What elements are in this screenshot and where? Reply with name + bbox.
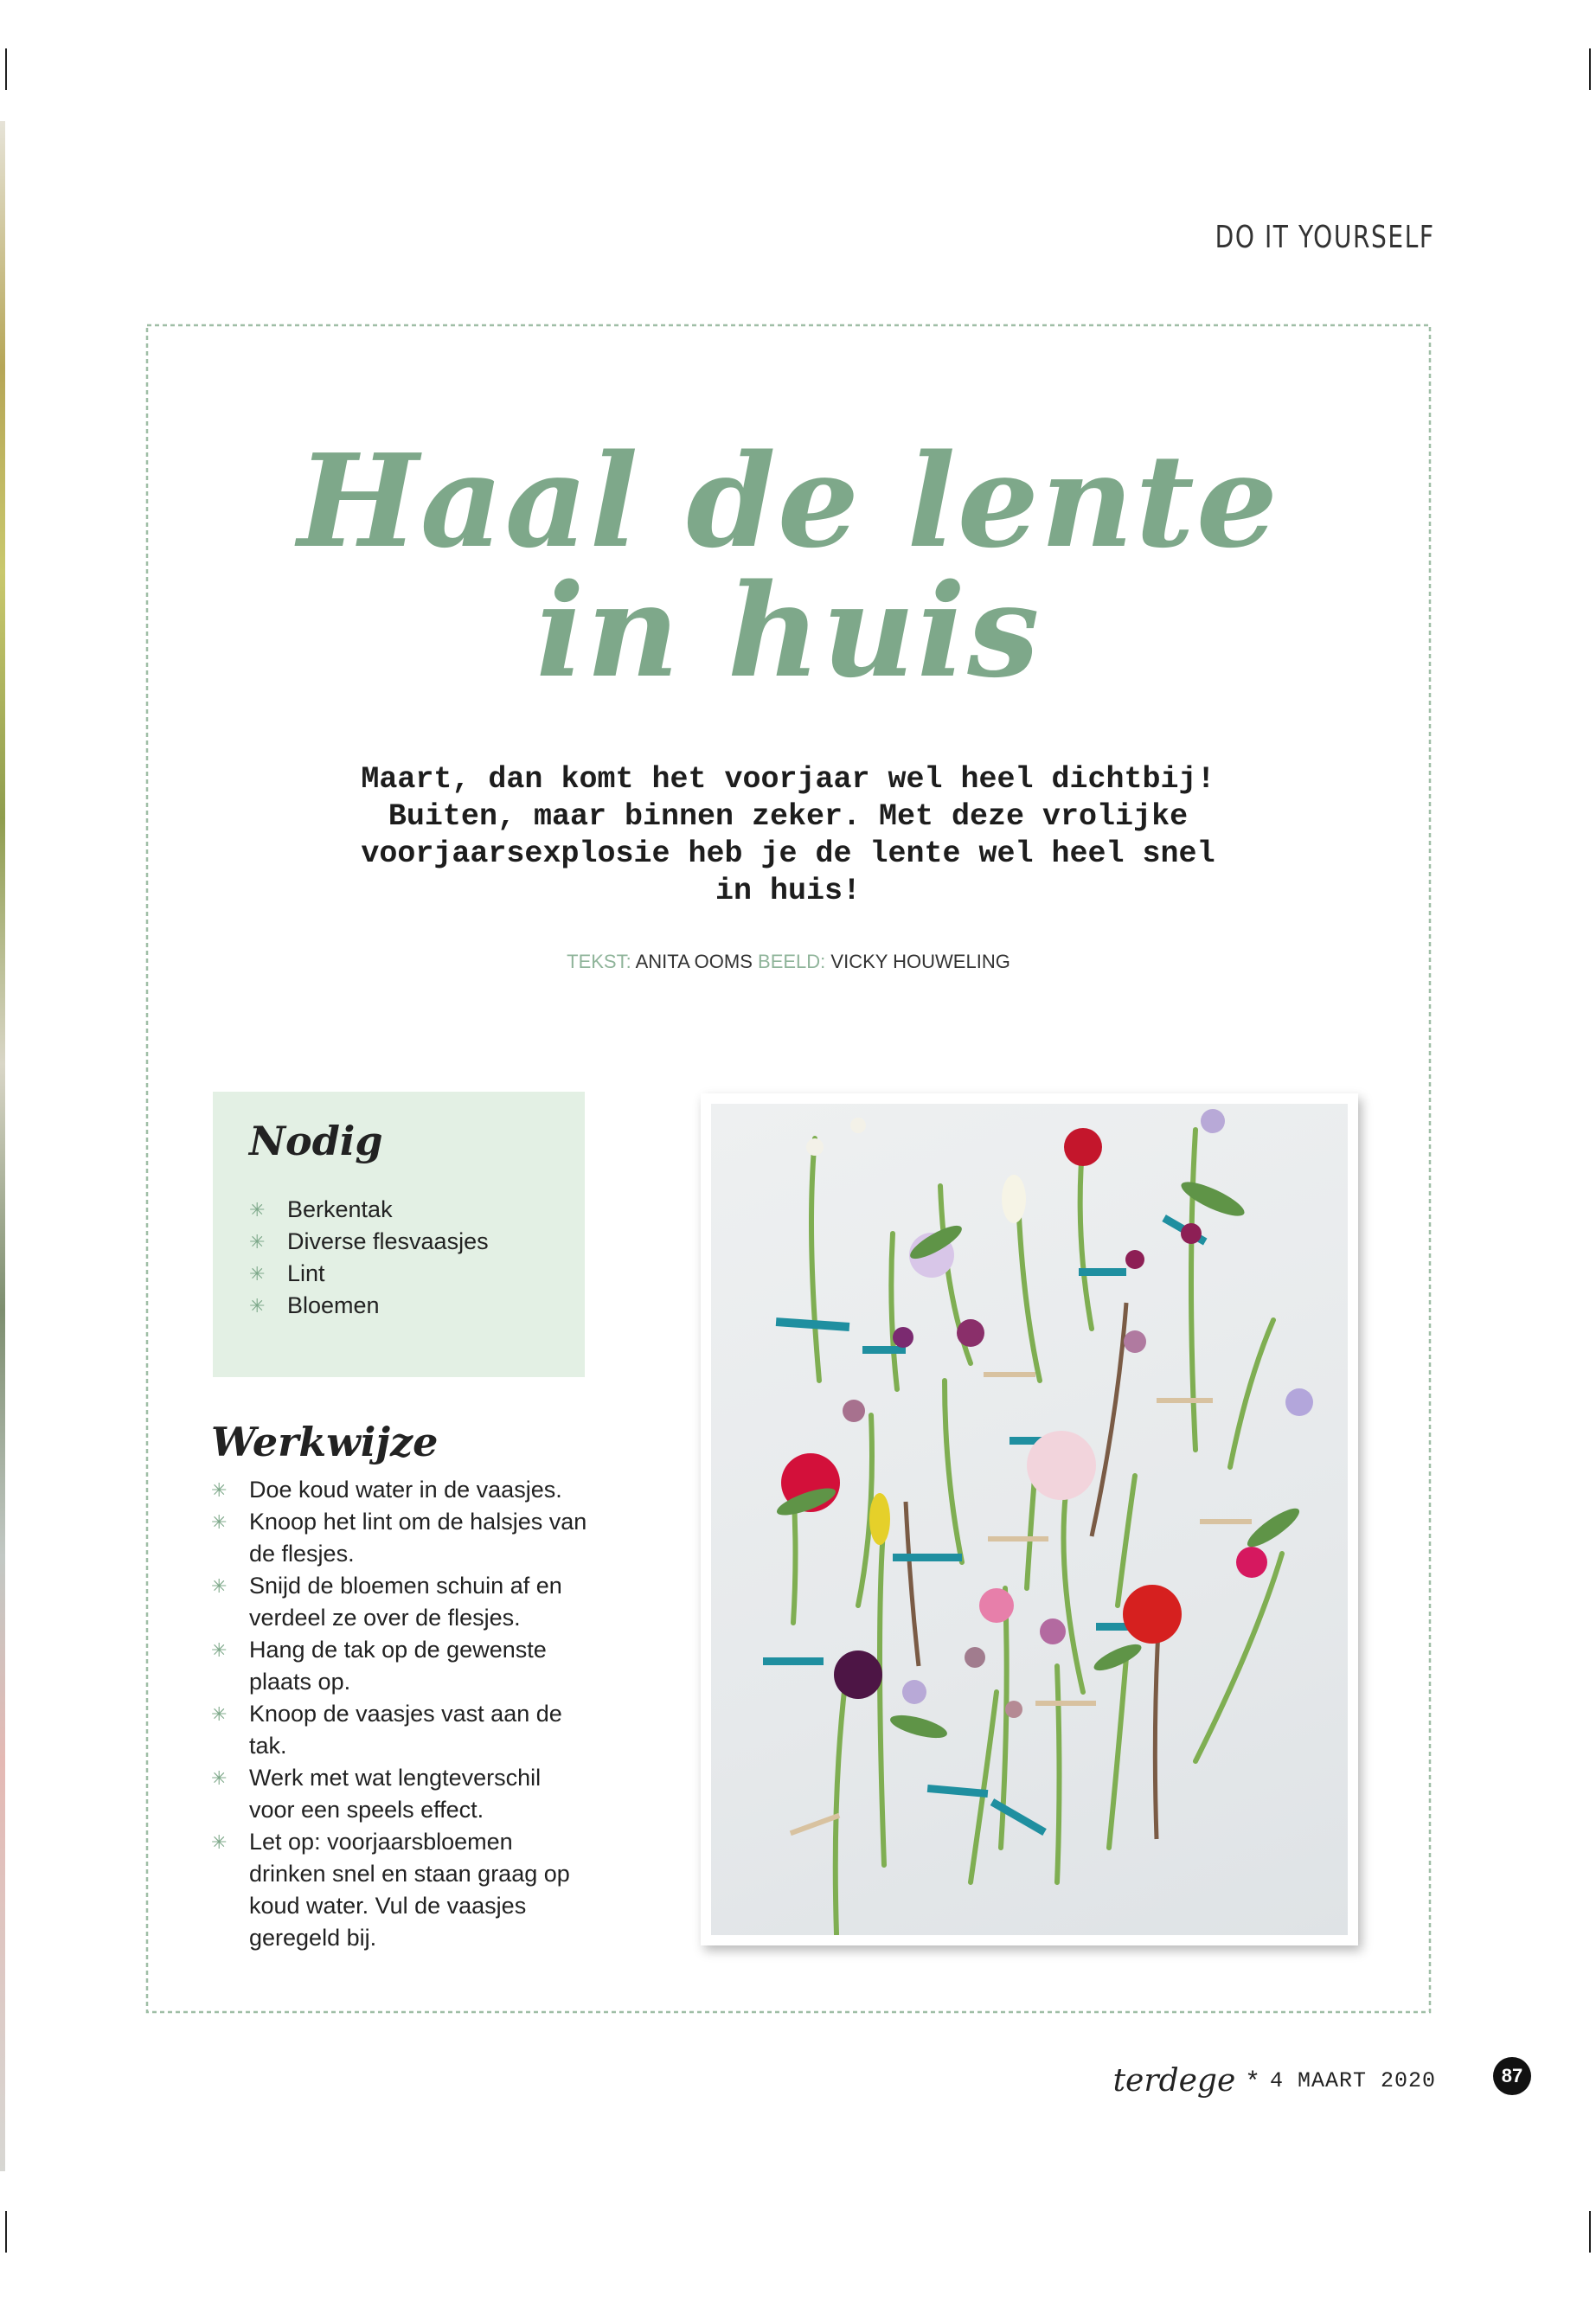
needs-heading: Nodig: [249, 1118, 383, 1164]
method-list: [211, 1474, 592, 1954]
list-item: ✳ Lint: [249, 1258, 489, 1290]
needs-list: [249, 1194, 489, 1322]
article-frame: [144, 322, 1433, 2016]
list-item: ✳ Bloemen: [249, 1290, 489, 1322]
crop-mark-bottom-left: [5, 2211, 7, 2253]
list-item: ✳ Hang de tak op de gewenste plaats op.: [211, 1634, 592, 1698]
credit-image-label: BEELD:: [758, 951, 826, 972]
method-heading: Werkwijze: [211, 1419, 439, 1465]
asterisk-bullet-icon: ✳: [211, 1831, 228, 1853]
magazine-brand: terdege: [1112, 2062, 1236, 2099]
flowers-illustration: [711, 1104, 1348, 1935]
issue-date: 4 MAART 2020: [1269, 2067, 1436, 2093]
list-item: ✳ Doe koud water in de vaasjes.: [211, 1474, 592, 1506]
page-number: 87: [1493, 2057, 1531, 2095]
flower-photo-canvas: [711, 1104, 1348, 1935]
asterisk-bullet-icon: ✳: [211, 1703, 228, 1725]
crop-mark-bottom-right: [1589, 2211, 1591, 2253]
list-item: ✳ Knoop de vaasjes vast aan de tak.: [211, 1698, 592, 1762]
asterisk-bullet-icon: ✳: [211, 1575, 228, 1597]
crop-mark-top-right: [1589, 48, 1591, 90]
flower-photo: [701, 1093, 1358, 1945]
section-label: DO IT YOURSELF: [1215, 220, 1435, 255]
asterisk-bullet-icon: ✳: [249, 1231, 266, 1253]
list-item: ✳ Werk met wat lengteverschil voor een speels effect.: [211, 1762, 592, 1826]
list-item: ✳ Berkentak: [249, 1194, 489, 1226]
asterisk-bullet-icon: ✳: [249, 1295, 266, 1317]
needs-panel: [213, 1092, 585, 1377]
article-title: [144, 426, 1433, 706]
credit-text-name: ANITA OOMS: [635, 951, 753, 972]
title-line-1: Haal de lente: [297, 426, 1280, 576]
asterisk-bullet-icon: ✳: [211, 1639, 228, 1661]
crop-mark-top-left: [5, 48, 7, 90]
asterisk-bullet-icon: ✳: [249, 1263, 266, 1285]
credits: [144, 951, 1433, 973]
asterisk-bullet-icon: ✳: [211, 1479, 228, 1501]
credit-text-label: TEKST:: [567, 951, 631, 972]
title-line-2: in huis: [535, 555, 1042, 706]
page-footer: [1113, 2061, 1436, 2100]
lead-paragraph: Maart, dan komt het voorjaar wel heel dichtbij! Buiten, maar binnen zeker. Met deze vrolijke voorjaarsexplosie heb je de lente wel heel snel in huis!: [361, 762, 1215, 908]
list-item: ✳ Snijd de bloemen schuin af en verdeel ze over de flesjes.: [211, 1570, 592, 1634]
list-item: ✳ Knoop het lint om de halsjes van de flesjes.: [211, 1506, 592, 1570]
asterisk-bullet-icon: ✳: [211, 1511, 228, 1533]
footer-separator: *: [1247, 2066, 1258, 2094]
list-item: ✳ Let op: voorjaarsbloemen drinken snel en staan graag op koud water. Vul de vaasjes geregeld bij.: [211, 1826, 592, 1954]
facing-page-edge: [0, 121, 5, 2171]
list-item: ✳ Diverse flesvaasjes: [249, 1226, 489, 1258]
credit-image-name: VICKY HOUWELING: [830, 951, 1010, 972]
asterisk-bullet-icon: ✳: [211, 1767, 228, 1789]
asterisk-bullet-icon: ✳: [249, 1199, 266, 1221]
